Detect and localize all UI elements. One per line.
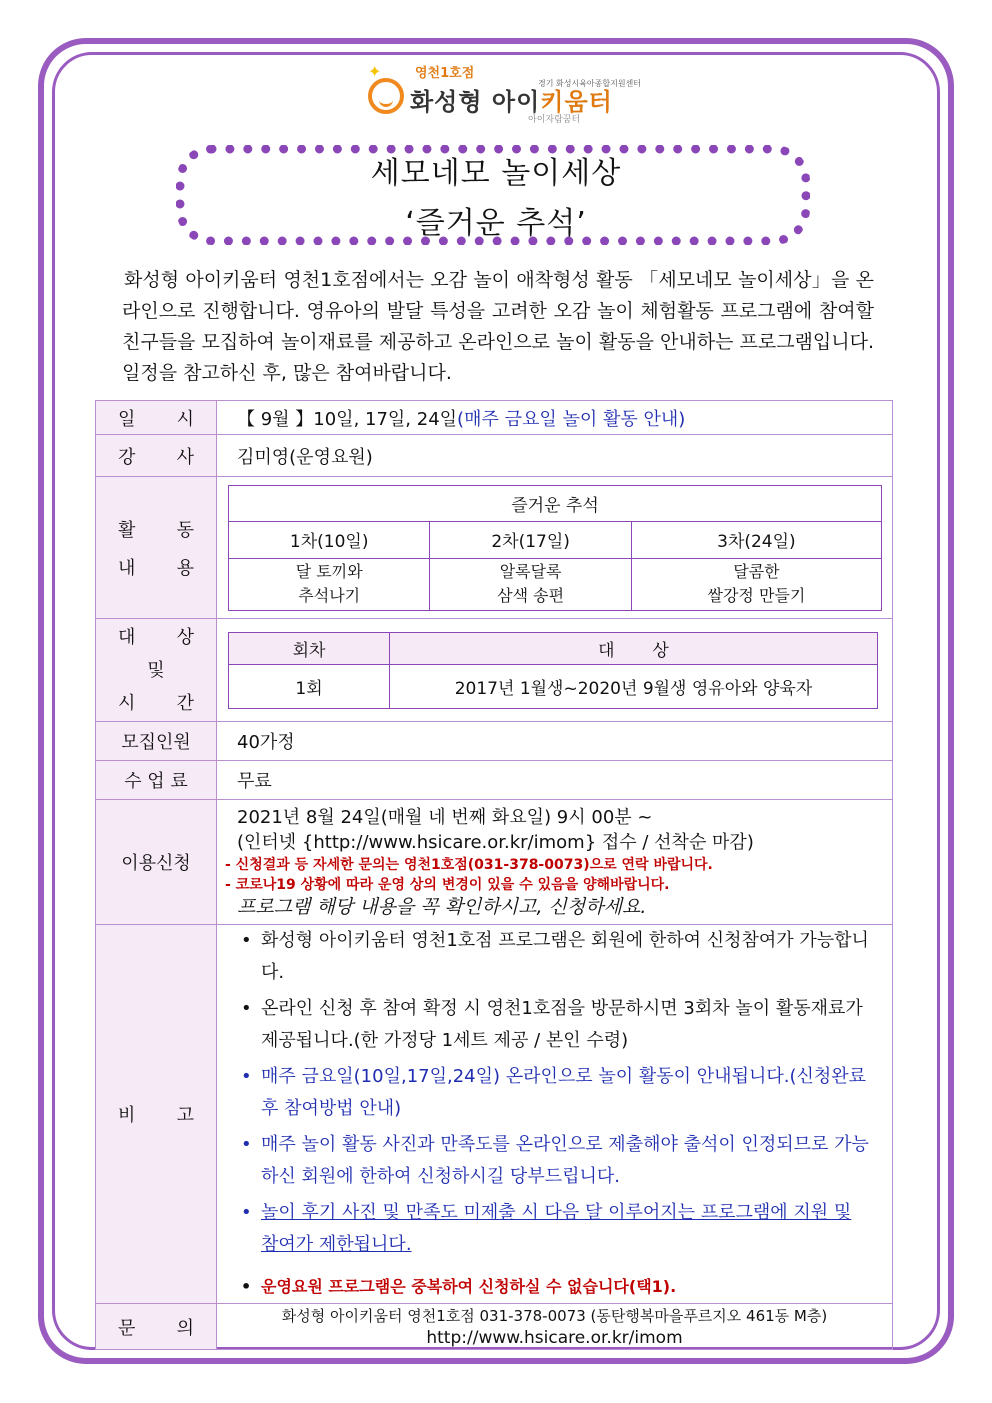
row-contact: 문 의 화성형 아이키움터 영천1호점 031-378-0073 (동탄행복마을푸르지오 461동 M층) http://www.hsicare.or.kr/imom (96, 1304, 893, 1350)
logo-branch: 영천1호점 (415, 66, 475, 81)
contact-line-1: 화성형 아이키움터 영천1호점 031-378-0073 (동탄행복마을푸르지오 461동 M층) (281, 1306, 828, 1325)
notes-list (233, 925, 874, 1303)
fee-value: 무료 (217, 761, 893, 800)
logo (360, 62, 642, 132)
row-date: 일 시 【 9월 】10일, 17일, 24일(매주 금요일 놀이 활동 안내) (96, 401, 893, 435)
apply-warning-2: - 코로나19 상황에 따라 운영 상의 변경이 있을 수 있음을 양해바랍니다. (225, 876, 670, 893)
row-notes: 비 고 • 화성형 아이키움터 영천1호점 프로그램은 회원에 한하여 신청참여가 가능합니다. • 온라인 신청 후 참여 확정 시 영천1호점을 방문하시면 3회차 놀이 활동재료가 제공됩니다.(한 가정당 1세트 제공 / 본인 수령) • 매주 금요일(10일,17일,24일) 온라인으로 놀이 활동이 안내됩니다.(신청완료 후 참여방법 안내) • 매주 놀이 활동 사진과 만족도를 온라인으로 제출해야 출석이 인정되므로 가능하신 회원에 한하여 신청하시길 당부드립니다. • 놀이 후기 사진 및 만족도 미제출 시 다음 달 이루어지는 프로그램에 지원 및 참여가 제한됩니다. • 운영요원 프로그램은 중복하여 신청하실 수 없습니다(택1). (96, 925, 893, 1304)
target-round: 1회 (229, 664, 390, 708)
session-3-desc: 달콤한 쌀강정 만들기 (631, 558, 881, 610)
activity-table (228, 485, 882, 611)
row-activity: 활 동 내 용 즐거운 추석 1차(10일) 2차(17일) 3차(24일) 달 토끼와 추석나기 알록달록 삼색 송편 달콤한 쌀강정 만들기 (96, 477, 893, 619)
session-1-desc: 달 토끼와 추석나기 (229, 558, 430, 610)
title-line-1: 세모네모 놀이세상 (370, 156, 622, 191)
row-apply: 이용신청 2021년 8월 24일(매월 네 번째 화요일) 9시 00분 ~ (인터넷 {http://www.hsicare.or.kr/imom} 접수 / 선착순 마감) - 신청결과 등 자세한 문의는 영천1호점(031-378-0073)으로 연락 바랍니다. - 코로나19 상황에 따라 운영 상의 변경이 있을 수 있음을 양해바랍니다. 프로그램 해당 내용을 꼭 확인하시고, 신청하세요. (96, 800, 893, 925)
note-item: • 매주 놀이 활동 사진과 만족도를 온라인으로 제출해야 출석이 인정되므로 가능하신 회원에 한하여 신청하시길 당부드립니다. (241, 1134, 869, 1187)
intro-paragraph: 화성형 아이키움터 영천1호점에서는 오감 놀이 애착형성 활동 「세모네모 놀이세상」을 온라인으로 진행합니다. 영유아의 발달 특성을 고려한 오감 놀이 체험활동 프로그램에 참여할 친구들을 모집하여 놀이재료를 제공하고 온라인으로 놀이 활동을 안내하는 프로그램입니다. 일정을 참고하신 후, 많은 참여바랍니다. (122, 269, 874, 384)
session-3-name: 3차(24일) (631, 521, 881, 558)
session-1-name: 1차(10일) (229, 521, 430, 558)
apply-italic-note: 프로그램 해당 내용을 꼭 확인하시고, 신청하세요. (237, 895, 647, 918)
row-recruit: 모집인원 40가정 (96, 722, 893, 761)
note-item: • 운영요원 프로그램은 중복하여 신청하실 수 없습니다(택1). (241, 1277, 677, 1296)
apply-warning-1: - 신청결과 등 자세한 문의는 영천1호점(031-378-0073)으로 연락 바랍니다. (225, 856, 713, 873)
note-item: • 매주 금요일(10일,17일,24일) 온라인으로 놀이 활동이 안내됩니다.(신청완료 후 참여방법 안내) (241, 1066, 867, 1119)
target-table (228, 632, 878, 709)
logo-name: 화성형 아이키움터 (410, 88, 613, 116)
apply-line-1: 2021년 8월 24일(매월 네 번째 화요일) 9시 00분 ~ (237, 806, 653, 828)
note-item: • 화성형 아이키움터 영천1호점 프로그램은 회원에 한하여 신청참여가 가능합니다. (241, 930, 869, 983)
note-item: • 놀이 후기 사진 및 만족도 미제출 시 다음 달 이루어지는 프로그램에 지원 및 참여가 제한됩니다. (241, 1202, 852, 1255)
row-target: 대 상 및 시 간 회차 대 상 1회 2017년 1월생~2020년 9월생 영유아와 양육자 (96, 619, 893, 722)
session-2-name: 2차(17일) (430, 521, 631, 558)
target-col-target: 대 상 (390, 632, 878, 664)
contact-url[interactable]: http://www.hsicare.or.kr/imom (426, 1327, 683, 1348)
smile-face-icon (368, 78, 404, 114)
date-value: 【 9월 】10일, 17일, 24일(매주 금요일 놀이 활동 안내) (217, 401, 893, 435)
recruit-value: 40가정 (217, 722, 893, 761)
row-fee: 수 업 료 무료 (96, 761, 893, 800)
instructor-value: 김미영(운영요원) (217, 435, 893, 477)
target-col-round: 회차 (229, 632, 390, 664)
info-table (95, 400, 893, 1350)
logo-tagline: 아이자람꿈터 (528, 115, 581, 125)
activity-header: 즐거운 추석 (229, 485, 882, 521)
note-item: • 온라인 신청 후 참여 확정 시 영천1호점을 방문하시면 3회차 놀이 활동재료가 제공됩니다.(한 가정당 1세트 제공 / 본인 수령) (241, 998, 863, 1051)
session-2-desc: 알록달록 삼색 송편 (430, 558, 631, 610)
title-line-2: ‘즐거운 추석’ (405, 206, 587, 241)
apply-line-2: (인터넷 {http://www.hsicare.or.kr/imom} 접수 / 선착순 마감) (237, 831, 754, 853)
partner-logo: 경기 화성시육아종합지원센터 (538, 79, 642, 88)
row-instructor: 강 사 김미영(운영요원) (96, 435, 893, 477)
target-desc: 2017년 1월생~2020년 9월생 영유아와 양육자 (390, 664, 878, 708)
star-icon: ✦ (368, 62, 382, 81)
